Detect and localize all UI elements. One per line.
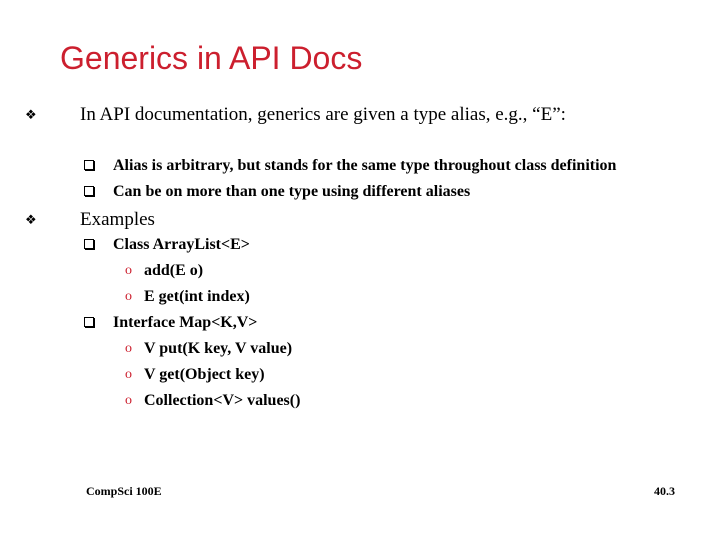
diamond-bullet-icon: ❖ (25, 107, 37, 122)
sub-bullet-interface-text: Interface Map<K,V> (113, 314, 258, 331)
footer-course: CompSci 100E (86, 484, 162, 498)
method-item-text: Collection<V> values() (144, 392, 301, 409)
diamond-bullet-icon: ❖ (25, 212, 37, 227)
circle-bullet-icon: o (125, 367, 132, 382)
sub-bullet-multiple-text: Can be on more than one type using different aliases (113, 183, 471, 200)
square-bullet-icon (84, 316, 94, 331)
circle-bullet-icon: o (125, 289, 132, 304)
footer-page-number: 40.3 (654, 484, 675, 498)
slide-title: Generics in API Docs (60, 40, 363, 76)
bullet-examples-text: Examples (80, 209, 155, 230)
method-item-text: E get(int index) (144, 288, 250, 305)
circle-bullet-icon: o (125, 263, 132, 278)
square-bullet-icon (84, 159, 94, 174)
square-bullet-icon (84, 185, 94, 200)
bullet-intro-text: In API documentation, generics are given a type alias, e.g., “E”: (80, 104, 566, 125)
sub-bullet-class-text: Class ArrayList<E> (113, 236, 250, 253)
circle-bullet-icon: o (125, 393, 132, 408)
method-item-text: add(E o) (144, 262, 204, 279)
square-bullet-icon (84, 238, 94, 253)
method-item-text: V put(K key, V value) (144, 340, 293, 357)
sub-bullet-alias-text: Alias is arbitrary, but stands for the same type throughout class definition (113, 157, 617, 174)
circle-bullet-icon: o (125, 341, 132, 356)
method-item-text: V get(Object key) (144, 366, 265, 383)
